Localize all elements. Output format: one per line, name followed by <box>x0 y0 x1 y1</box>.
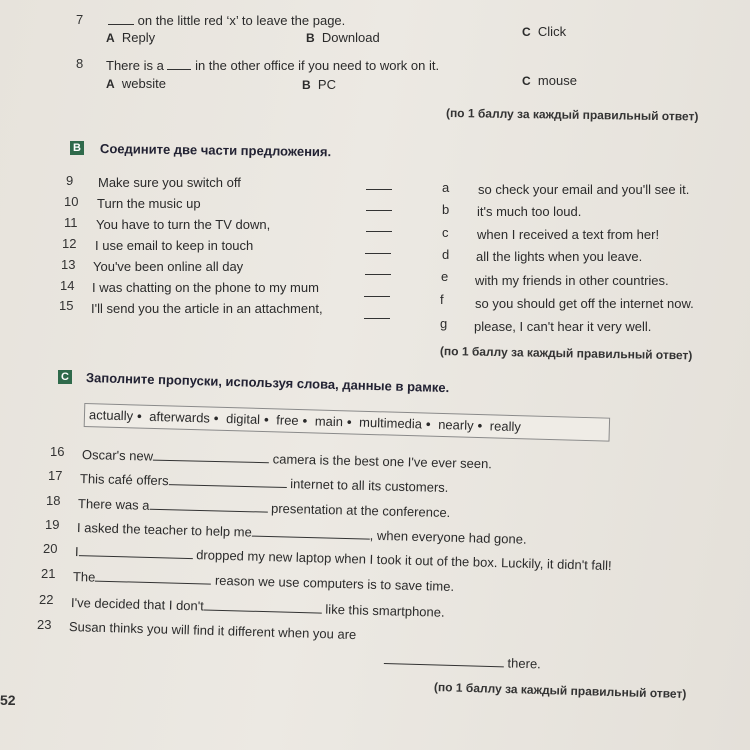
q8-option-a-letter: A <box>106 77 115 91</box>
b-left-number: 12 <box>62 236 77 251</box>
q7-option-b-text: Download <box>321 30 380 45</box>
q8-option-c-letter: C <box>522 74 531 88</box>
c-item-number: 18 <box>46 493 61 508</box>
c-item-blank[interactable] <box>204 597 322 613</box>
c-item-post: internet to all its customers. <box>290 476 449 496</box>
q8-text-pre: There is a <box>106 58 164 73</box>
b-right-letter: e <box>441 269 449 284</box>
b-right-text: when I received a text from her! <box>477 227 660 242</box>
q8-text-post: in the other office if you need to work on it. <box>195 58 440 73</box>
bullet-icon: • <box>346 414 352 430</box>
q8-option-b-text: PC <box>317 77 336 92</box>
b-left-text: Make sure you switch off <box>98 175 241 190</box>
c-item-blank[interactable] <box>95 569 211 585</box>
word-box-item: nearly <box>437 416 474 433</box>
q8-sentence <box>106 57 439 73</box>
q7-option-a-letter: A <box>106 31 115 45</box>
q7-option-a <box>106 30 155 45</box>
q7-option-c-letter: C <box>522 25 531 39</box>
score-note-b: (по 1 баллу за каждый правильный ответ) <box>439 344 693 363</box>
q8-option-c-text: mouse <box>537 73 577 88</box>
q7-number: 7 <box>76 12 84 27</box>
c-item-pre: I <box>74 544 79 560</box>
c-item-number: 19 <box>45 517 60 532</box>
c-item-post: like this smartphone. <box>325 601 445 620</box>
q8-option-a-text: website <box>121 76 166 91</box>
c-item-pre: There was a <box>77 496 150 513</box>
b-right-letter: a <box>442 180 450 195</box>
b-left-text: I use email to keep in touch <box>95 238 254 253</box>
bullet-icon: • <box>477 417 483 434</box>
c-item-post: camera is the best one I've ever seen. <box>272 451 493 472</box>
page-number: 52 <box>0 692 16 708</box>
b-left-number: 9 <box>66 173 74 188</box>
word-box-item: multimedia <box>358 414 423 432</box>
c-item-post: , when everyone had gone. <box>369 527 527 547</box>
answer-blank-14[interactable] <box>364 296 390 297</box>
section-c-title: Заполните пропуски, используя слова, данные в рамке. <box>85 370 450 396</box>
word-box <box>84 403 610 442</box>
word-box-item: free <box>276 412 299 428</box>
b-right-letter: f <box>440 292 444 307</box>
c-item-sentence <box>75 543 612 573</box>
section-b-title: Соедините две части предложения. <box>99 141 332 160</box>
word-box-item: actually <box>88 407 134 424</box>
q8-option-a <box>106 76 166 91</box>
q7-blank <box>108 12 134 25</box>
answer-blank-13[interactable] <box>365 274 391 275</box>
c-item-number: 16 <box>50 444 65 459</box>
c-item-blank[interactable] <box>153 448 269 464</box>
b-right-letter: d <box>442 247 450 262</box>
q7-option-b <box>306 30 380 45</box>
q8-number: 8 <box>76 56 84 71</box>
b-right-letter: g <box>440 316 448 331</box>
score-note-a: (по 1 баллу за каждый правильный ответ) <box>445 106 699 124</box>
bullet-icon: • <box>302 413 308 429</box>
c-item-number: 21 <box>41 566 56 581</box>
c-item-pre: This café offers <box>79 471 169 489</box>
q7-sentence <box>108 12 345 28</box>
q7-option-b-letter: B <box>306 31 315 45</box>
c-item-blank[interactable] <box>78 543 192 559</box>
c-item-pre: Susan thinks you will find it different when you are <box>68 619 357 643</box>
c-item-post: dropped my new laptop when I took it out of the box. Luckily, it didn't fall! <box>195 547 612 574</box>
c-item-blank[interactable] <box>252 524 370 540</box>
c-item-pre: I've decided that I don't <box>70 595 205 614</box>
c-item-sentence <box>82 446 492 471</box>
q7-option-a-text: Reply <box>121 30 156 45</box>
b-right-text: please, I can't hear it very well. <box>474 319 652 334</box>
c-item-number: 22 <box>39 592 54 607</box>
c-item-post: reason we use computers is to save time. <box>214 572 455 594</box>
section-b-badge: B <box>70 141 84 155</box>
q8-option-b <box>302 77 336 92</box>
b-right-text: all the lights when you leave. <box>476 249 643 264</box>
c-item-sentence <box>73 568 454 594</box>
section-c-badge: C <box>58 370 72 384</box>
word-box-item: really <box>489 418 522 435</box>
answer-blank-15[interactable] <box>364 318 390 319</box>
c-item-number: 23 <box>37 617 52 632</box>
b-left-text: You've been online all day <box>93 259 244 274</box>
bullet-icon: • <box>263 412 269 428</box>
score-note-c: (по 1 баллу за каждый правильный ответ) <box>433 680 687 702</box>
answer-blank-10[interactable] <box>366 210 392 211</box>
b-right-text: it's much too loud. <box>477 204 582 219</box>
b-right-letter: b <box>442 202 450 217</box>
c-item-post: presentation at the conference. <box>270 500 451 521</box>
c-item-number: 20 <box>43 541 58 556</box>
b-left-text: Turn the music up <box>97 196 201 211</box>
q8-option-b-letter: B <box>302 78 311 92</box>
c-item-blank[interactable] <box>149 497 267 513</box>
bullet-icon: • <box>425 416 431 432</box>
c-item-sentence-cont <box>384 651 541 671</box>
c-item-pre: The <box>72 569 96 585</box>
q7-text: on the little red ‘x’ to leave the page. <box>137 13 346 28</box>
b-left-text: I'll send you the article in an attachment, <box>91 301 323 316</box>
q7-option-c-text: Click <box>537 24 567 39</box>
answer-blank-9[interactable] <box>366 189 392 190</box>
c-item-blank[interactable] <box>384 651 504 667</box>
b-right-text: with my friends in other countries. <box>475 273 669 288</box>
b-left-number: 10 <box>64 194 79 209</box>
q7-option-c <box>522 24 566 39</box>
b-left-number: 14 <box>60 278 75 293</box>
q8-option-c <box>522 73 577 88</box>
c-item-sentence <box>78 495 451 520</box>
answer-blank-12[interactable] <box>365 253 391 254</box>
b-left-text: You have to turn the TV down, <box>96 217 271 232</box>
b-right-text: so check your email and you'll see it. <box>478 182 690 197</box>
c-item-post: there. <box>507 655 542 672</box>
c-item-pre: Oscar's new <box>81 447 154 464</box>
q8-blank <box>167 57 191 70</box>
word-box-item: main <box>314 413 344 430</box>
word-box-item: afterwards <box>149 408 211 426</box>
answer-blank-11[interactable] <box>366 231 392 232</box>
bullet-icon: • <box>136 408 142 424</box>
c-item-sentence <box>77 519 527 547</box>
b-left-number: 11 <box>64 215 78 230</box>
b-right-text: so you should get off the internet now. <box>475 296 694 311</box>
b-left-text: I was chatting on the phone to my mum <box>92 280 319 295</box>
b-right-letter: c <box>442 225 449 240</box>
c-item-blank[interactable] <box>168 472 286 488</box>
b-left-number: 15 <box>59 298 74 313</box>
c-item-sentence <box>71 594 445 620</box>
c-item-sentence <box>80 470 449 495</box>
c-item-number: 17 <box>48 468 63 483</box>
bullet-icon: • <box>213 410 219 426</box>
c-item-pre: I asked the teacher to help me <box>76 520 253 540</box>
c-item-sentence <box>69 619 357 642</box>
b-left-number: 13 <box>61 257 76 272</box>
word-box-item: digital <box>225 410 261 427</box>
